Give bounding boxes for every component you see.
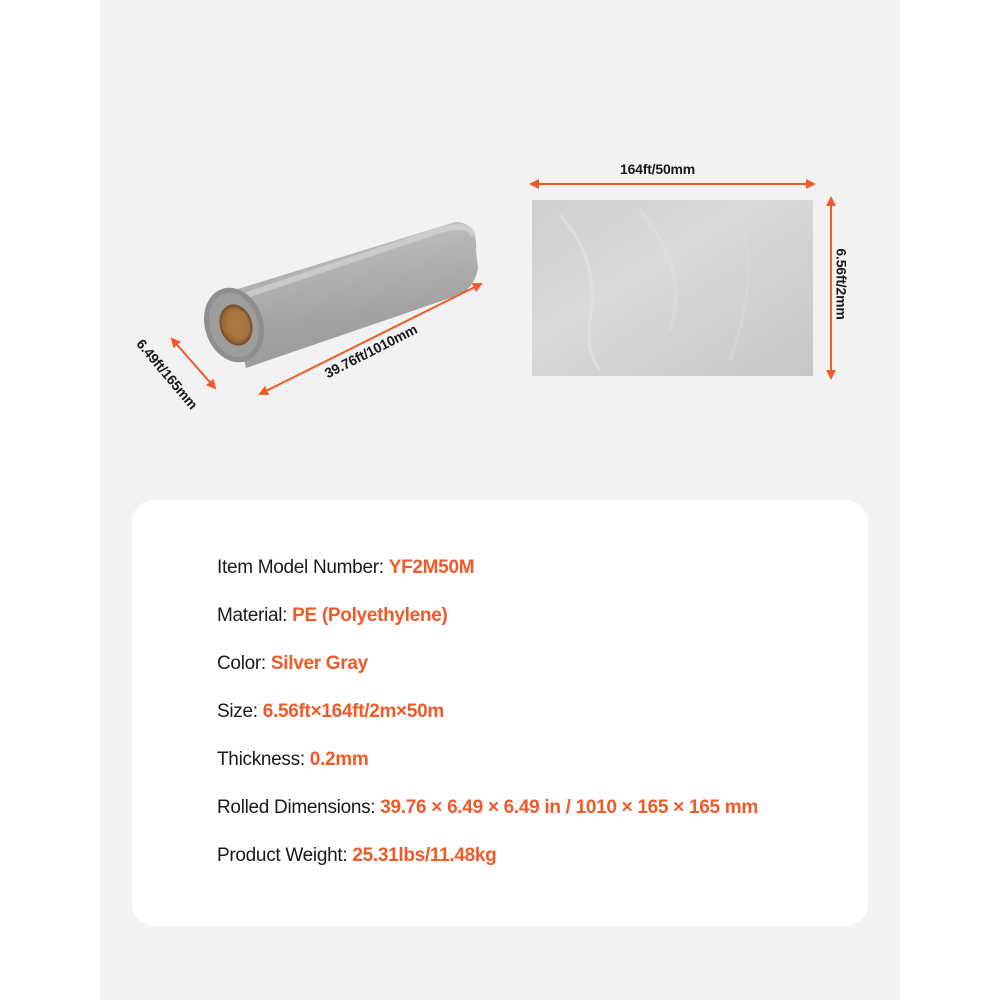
spec-value: 6.56ft×164ft/2m×50m: [262, 701, 444, 722]
spec-label: Thickness:: [217, 749, 305, 770]
spec-value: YF2M50M: [388, 557, 475, 578]
spec-label: Color:: [217, 653, 266, 674]
sheet-height-label: 6.56ft/2mm: [833, 248, 850, 320]
spec-label: Rolled Dimensions:: [217, 797, 376, 818]
spec-value: 39.76 × 6.49 × 6.49 in / 1010 × 165 × 165 mm: [380, 797, 758, 818]
spec-row-size: [217, 700, 758, 748]
spec-row-model-number: [217, 556, 758, 604]
spec-list: [217, 556, 758, 892]
spec-row-product-weight: [217, 844, 758, 892]
spec-row-material: [217, 604, 758, 652]
spec-row-color: [217, 652, 758, 700]
spec-value: 25.31lbs/11.48kg: [352, 845, 497, 866]
spec-label: Item Model Number:: [217, 557, 384, 578]
spec-card: [132, 500, 868, 926]
spec-value: Silver Gray: [270, 653, 368, 674]
spec-value: PE (Polyethylene): [292, 605, 448, 626]
film-sheet-image: [532, 200, 813, 376]
film-roll-image: [195, 222, 478, 370]
spec-label: Product Weight:: [217, 845, 348, 866]
sheet-width-label: 164ft/50mm: [620, 161, 696, 177]
spec-value: 0.2mm: [309, 749, 369, 770]
spec-row-rolled-dimensions: [217, 796, 758, 844]
roll-length-label: 39.76ft/1010mm: [321, 320, 420, 382]
spec-label: Material:: [217, 605, 288, 626]
spec-label: Size:: [217, 701, 258, 722]
roll-diameter-label: 6.49ft/165mm: [133, 335, 202, 413]
spec-row-thickness: [217, 748, 758, 796]
